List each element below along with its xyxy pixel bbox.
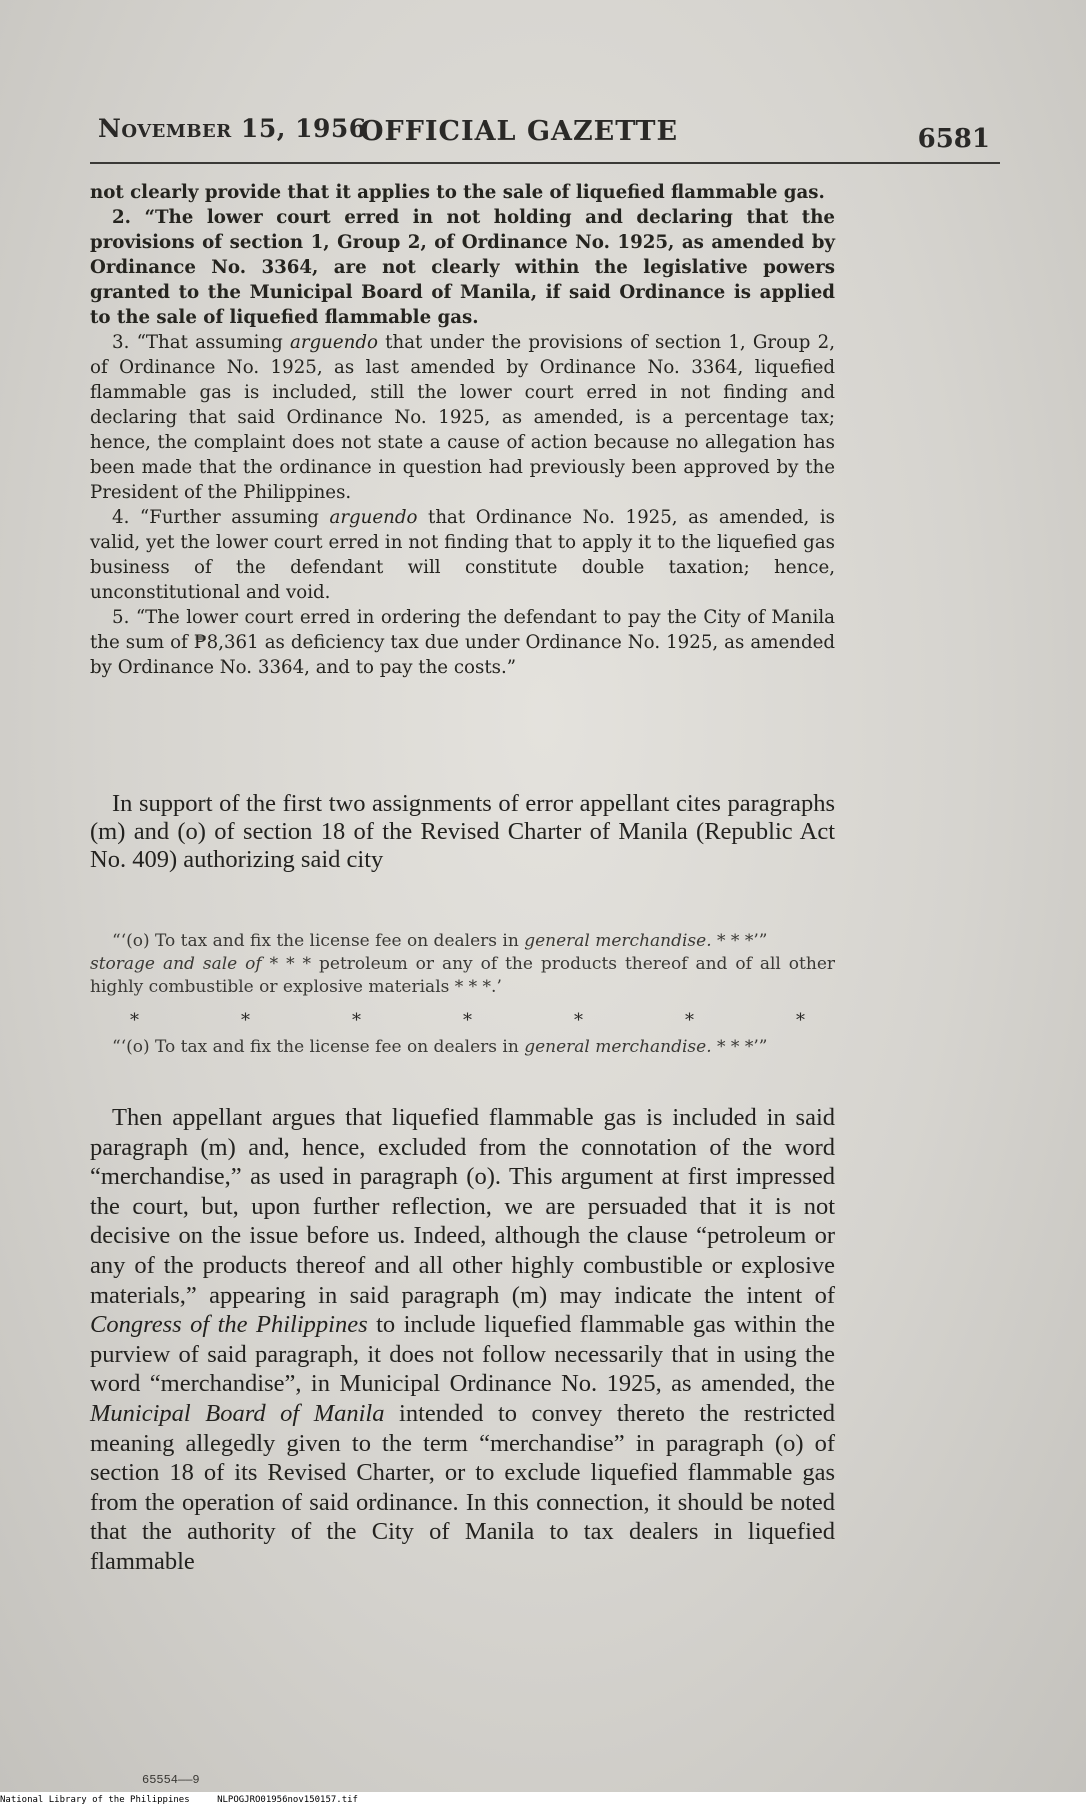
assignment-4: 4. “Further assuming arguendo that Ordinance No. 1925, as amended, is valid, yet the lower court erred in not finding that to apply it to the liquefied gas business of the defendant will constitute double taxation; hence, unconstitutional and void. (90, 507, 835, 603)
assignment-2: 2. “The lower court erred in not holding and declaring that the provisions of section 1, Group 2, of Ordinance No. 1925, as amended by Ordinance No. 3364, are not clearly within the legislative powers granted to the Municipal Board of Manila, if said Ordinance is applied to the sale of liquefied flammable gas. (90, 207, 835, 328)
header-title: OFFICIAL GAZETTE (360, 116, 679, 147)
scan-footer (0, 1792, 1086, 1808)
quote-3: “‘(o) To tax and fix the license fee on dealers in general merchandise. * * *’” (112, 1037, 768, 1057)
ellipsis-mark: * (130, 1010, 139, 1031)
quote-1: “‘(o) To tax and fix the license fee on dealers in general merchandise. * * *’” (112, 931, 768, 951)
gazette-page (80, 100, 1030, 1787)
scan-filename: NLPOGJRO01956nov150157.tif (217, 1795, 358, 1805)
ellipsis-mark: * (463, 1010, 472, 1031)
scan-source: National Library of the Philippines (0, 1795, 190, 1805)
page-number: 6581 (917, 124, 990, 154)
header-rule (90, 162, 1000, 164)
assignment-continuation: not clearly provide that it applies to the sale of liquefied flammable gas. (90, 182, 825, 203)
assignment-3: 3. “That assuming arguendo that under the provisions of section 1, Group 2, of Ordinance No. 1925, as last amended by Ordinance No. 3364, liquefied flammable gas is included, still the lower court erred in not finding and declaring that said Ordinance No. 1925, as amended, is a percentage tax; hence, the complaint does not state a cause of action because no allegation has been made that the ordinance in question had previously been approved by the President of the Philippines. (90, 332, 836, 503)
ellipsis-mark: * (352, 1010, 361, 1031)
ellipsis-mark: * (685, 1010, 694, 1031)
body-paragraph-1: In support of the first two assignments of error appellant cites paragraphs (m) and (o) of section 18 of the Revised Charter of Manila (Republic Act No. 409) authorizing said city (90, 790, 835, 873)
page-header (80, 100, 1030, 154)
body-paragraph-2: Then appellant argues that liquefied flammable gas is included in said paragraph (m) and, hence, excluded from the connotation of the word “merchandise,” as used in paragraph (o). This argument at first impressed the court, but, upon further reflection, we are persuaded that it is not decisive on the issue before us. Indeed, although the clause “petroleum or any of the products thereof and all other highly combustible or explosive materials,” appearing in said paragraph (m) may indicate the intent of Congress of the Philippines to include liquefied flammable gas within the purview of said paragraph, it does not follow necessarily that in using the word “merchandise”, in Municipal Ordinance No. 1925, as amended, the Municipal Board of Manila intended to convey thereto the restricted meaning allegedly given to the term “merchandise” in paragraph (o) of section 18 of its Revised Charter, or to exclude liquefied flammable gas from the operation of said ordinance. In this connection, it should be noted that the authority of the City of Manila to tax dealers in liquefied flammable (90, 1104, 836, 1575)
quoted-provisions (90, 930, 835, 1059)
ellipsis-row (90, 999, 835, 1036)
ellipsis-mark: * (796, 1010, 805, 1031)
ellipsis-mark: * (574, 1010, 583, 1031)
assignment-5: 5. “The lower court erred in ordering the defendant to pay the City of Manila the sum of ₱8,361 as deficiency tax due under Ordinance No. 1925, as amended by Ordinance No. 3364, and to pay the costs.” (90, 607, 835, 678)
ellipsis-mark: * (241, 1010, 250, 1031)
quote-2: storage and sale of * * * petroleum or any of the products thereof and of all other highly combustible or explosive materials * * *.’ (90, 954, 836, 997)
assignments-of-error (90, 180, 835, 680)
header-date: November 15, 1956 (98, 114, 367, 143)
print-code: 65554——9 (142, 1773, 200, 1787)
